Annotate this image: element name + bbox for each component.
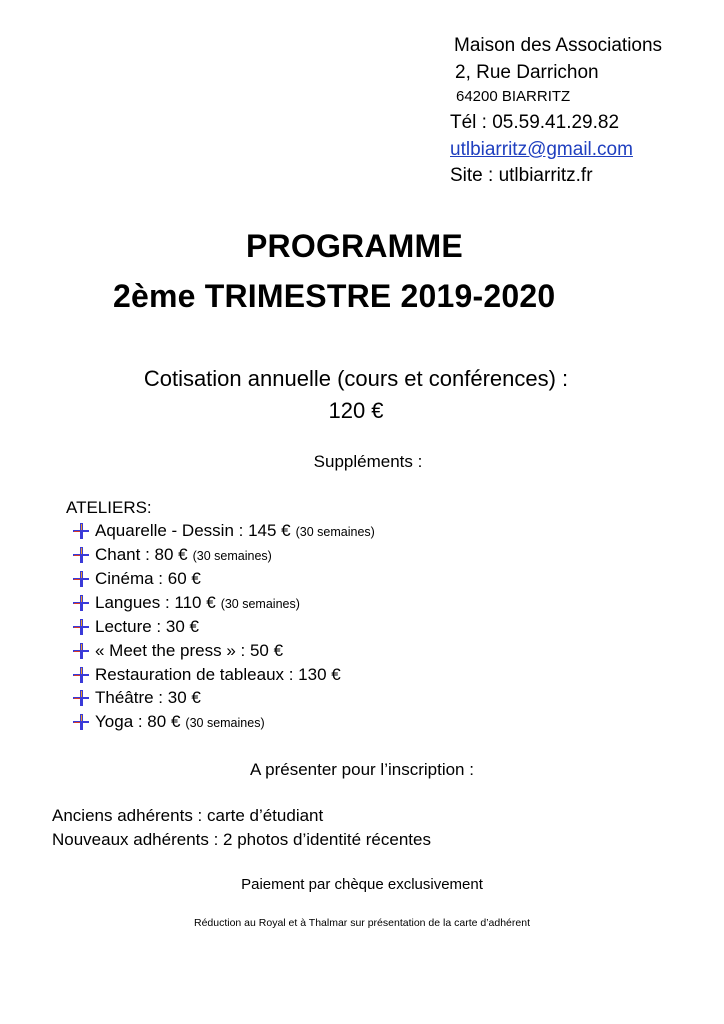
reduction-text: Réduction au Royal et à Thalmar sur présentation de la carte d’adhérent	[193, 917, 530, 929]
ateliers-heading: ATELIERS:	[66, 498, 152, 517]
atelier-label: Aquarelle - Dessin : 145 €	[95, 521, 291, 540]
bullet-arrow-icon	[72, 546, 90, 564]
inscription-heading: A présenter pour l’inscription :	[250, 760, 474, 779]
title-trimestre: 2ème TRIMESTRE 2019-2020	[113, 278, 556, 314]
list-item	[72, 639, 288, 663]
bullet-arrow-icon	[72, 689, 90, 707]
list-item	[72, 710, 265, 734]
atelier-label: Restauration de tableaux : 130 €	[95, 665, 341, 684]
anciens-adherents: Anciens adhérents : carte d’étudiant	[52, 806, 324, 825]
list-item	[72, 543, 272, 567]
bullet-arrow-icon	[72, 570, 90, 588]
bullet-arrow-icon	[72, 666, 90, 684]
atelier-note: (30 semaines)	[295, 525, 375, 539]
cotisation-label: Cotisation annuelle (cours et conférences) :	[143, 366, 569, 391]
list-item	[72, 567, 206, 591]
title-programme: PROGRAMME	[246, 228, 463, 264]
supplements-label: Suppléments :	[313, 452, 423, 471]
paiement-text: Paiement par chèque exclusivement	[241, 876, 483, 893]
website: Site : utlbiarritz.fr	[450, 165, 593, 186]
list-item	[72, 519, 375, 543]
atelier-note: (30 semaines)	[192, 549, 272, 563]
bullet-arrow-icon	[72, 594, 90, 612]
list-item	[72, 663, 346, 687]
atelier-label: Langues : 110 €	[95, 593, 216, 612]
address-line-2: 2, Rue Darrichon	[455, 62, 599, 83]
nouveaux-adherents: Nouveaux adhérents : 2 photos d’identité récentes	[52, 830, 431, 849]
list-item	[72, 686, 206, 710]
list-item	[72, 615, 204, 639]
atelier-label: Théâtre : 30 €	[95, 688, 201, 707]
email-link[interactable]: utlbiarritz@gmail.com	[450, 139, 633, 160]
cotisation-price: 120 €	[328, 398, 384, 423]
bullet-arrow-icon	[72, 522, 90, 540]
atelier-label: « Meet the press » : 50 €	[95, 641, 284, 660]
atelier-note: (30 semaines)	[185, 716, 265, 730]
phone-number: Tél : 05.59.41.29.82	[450, 112, 620, 133]
address-line-3: 64200 BIARRITZ	[456, 88, 571, 105]
atelier-label: Cinéma : 60 €	[95, 569, 201, 588]
atelier-label: Lecture : 30 €	[95, 617, 199, 636]
atelier-label: Chant : 80 €	[95, 545, 188, 564]
list-item	[72, 591, 300, 615]
address-line-1: Maison des Associations	[454, 35, 663, 56]
atelier-label: Yoga : 80 €	[95, 712, 181, 731]
bullet-arrow-icon	[72, 713, 90, 731]
bullet-arrow-icon	[72, 618, 90, 636]
atelier-note: (30 semaines)	[220, 597, 300, 611]
bullet-arrow-icon	[72, 642, 90, 660]
